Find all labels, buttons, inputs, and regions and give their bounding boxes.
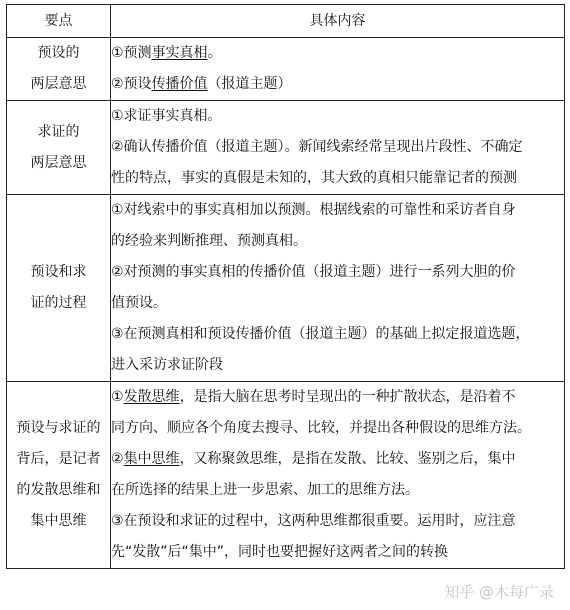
text-segment: ① [111,389,124,405]
content-line [111,475,564,506]
text-segment: 在所选择的结果上进一步思索、加工的思维方法。 [111,482,419,498]
key-line: 的发散思维和 [16,482,101,498]
underlined-term: 集中思维 [123,451,180,467]
text-segment: ①求证事实真相。 [111,108,222,124]
content-line [111,101,564,132]
table-row [7,382,565,569]
key-line: 证的过程 [30,295,87,311]
text-segment: 。 [207,45,222,61]
row-key [7,38,111,101]
text-segment: ，是指大脑在思考时呈现出的一种扩散状态，是沿着不 [179,389,516,405]
key-line: 预设与求证的 [16,420,101,436]
underlined-term: 传播价值 [151,76,208,92]
text-segment: ②确认传播价值（报道主题）。新闻线索经常呈现出片段性、不确定 [111,139,523,155]
text-segment: ③在预测真相和预设传播价值（报道主题）的基础上拟定报道选题， [111,326,530,342]
watermark: 知乎 @木每广录 [444,583,554,601]
row-content [111,101,565,195]
key-line: 两层意思 [30,76,87,92]
key-line: 求证的 [37,123,80,140]
content-line [111,38,564,69]
table-row [7,101,565,195]
row-content [111,38,565,101]
text-segment: （报道主题） [207,76,292,92]
underlined-term: 事实真相 [151,45,208,61]
text-segment: ② [111,451,124,467]
table-row [7,195,565,382]
content-line [111,506,564,537]
text-segment: ②预设 [111,76,152,92]
header-row [7,5,565,38]
row-key [7,101,111,195]
key-line: 背后，是记者 [16,451,101,467]
key-line: 集中思维 [30,513,87,529]
text-segment: 进入采访求证阶段 [111,357,223,373]
content-line [111,382,564,413]
text-segment: 同方向、顺应各个角度去搜寻、比较，并提出各种假设的思维方法。 [111,420,531,436]
content-line [111,350,564,381]
key-line: 预设和求 [30,264,87,280]
content-line [111,226,564,257]
content-line [111,257,564,288]
header-content: 具体内容 [111,5,565,38]
content-line [111,288,564,319]
key-line: 预设的 [37,45,80,61]
underlined-term: 发散思维 [123,389,180,405]
row-content [111,382,565,569]
text-segment: ①对线索中的事实真相加以预测。根据线索的可靠性和采访者自身 [111,202,516,218]
content-line [111,537,564,568]
content-line [111,195,564,226]
text-segment: 先“发散”后“集中”，同时也要把握好这两者之间的转换 [111,544,449,560]
row-content [111,195,565,382]
key-line: 两层意思 [30,154,87,171]
row-key [7,382,111,569]
content-line [111,413,564,444]
text-segment: ①预测 [111,45,152,61]
text-segment: 值预设。 [111,295,167,311]
text-segment: ，又称聚敛思维，是指在发散、比较、鉴别之后，集中 [179,451,516,467]
text-segment: ②对预测的事实真相的传播价值（报道主题）进行一系列大胆的价 [111,264,516,280]
content-line [111,163,564,194]
header-key: 要点 [7,5,111,38]
content-line [111,132,564,163]
table-row [7,38,565,101]
text-segment: 的经验来判断推理、预测真相。 [111,233,307,249]
row-key [7,195,111,382]
table-body [7,38,565,569]
content-line [111,69,564,100]
text-segment: 性的特点，事实的真假是未知的，其大致的真相只能靠记者的预测 [111,170,517,186]
content-line [111,319,564,350]
content-line [111,444,564,475]
text-segment: ③在预设和求证的过程中，这两种思维都很重要。运用时，应注意 [111,513,516,529]
content-table [6,4,565,569]
